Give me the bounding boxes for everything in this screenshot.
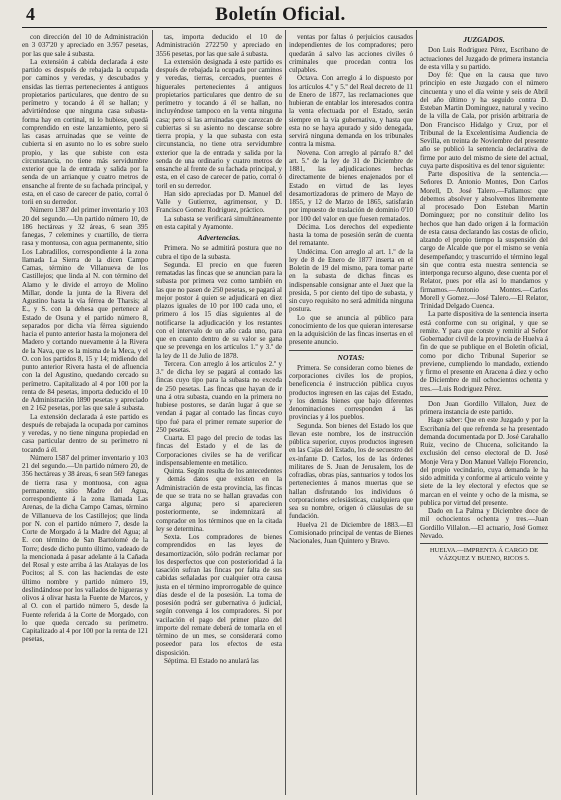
paragraph: Don Juan Gordillo Villalon, Juez de primera instancia de este partido. bbox=[420, 399, 548, 416]
paragraph: Décima. Los derechos del expediente hasta la toma de posesión serán de cuenta del rematante. bbox=[289, 222, 413, 248]
paragraph: Undécima. Con arreglo al art. 1.º de la ley de 8 de Enero de 1877 inserta en el Boletín de 19 del mismo, para tomar parte en la subasta de dichas fincas es indispensable consignar ante el Juez que la presida, 5 por ciento del tipo de subasta, y sin cuyo requisito no será admitida ninguna postura. bbox=[289, 247, 413, 314]
paragraph: Primera. Se consideran como bienes de corporaciones civiles los de propios, beneficencia é instrucción pública cuyos productos ingresen en las cajas del Estado, y los demás bienes que bajo diferentes denominaciones corresponden á las provincias y á los pueblos. bbox=[289, 363, 413, 422]
printer-colophon: HUELVA.—IMPRENTA Á CARGO DE VÁZQUEZ Y BUENO, RICOS 5. bbox=[429, 547, 539, 563]
paragraph: Hago saber: Que en este Juzgado y por la Escribanía del que refrenda se ha presentado demanda documentada por D. José Carahallo Ruiz, vecino de Chucena, solicitando la exclusión del censo electoral de D. José Monje Vera y Don Manuel Vallejo Florencio, del propio vecindario, cuya demanda le ha sido admitida y conforme al artículo veinte y siete de la ley electoral y efectos que se marcan en el veinte y ocho de la misma, se publica por virtud del presente. bbox=[420, 416, 548, 507]
paragraph: Quinta. Según resulta de los antecedentes y demás datos que existen en la Administración de esta provincia, las fincas de que se trata no se hallan gravadas con carga alguna; pero si aparecieren posteriormente, se indemnizará al comprador en los términos que en la citada ley se determina. bbox=[156, 467, 282, 533]
paragraph: Primera. No se admitirá postura que no cubra el tipo de la subasta. bbox=[156, 244, 282, 261]
paragraph: La subasta se verificará simultáneamente en esta capital y Ayamonte. bbox=[156, 214, 282, 231]
paragraph: Segunda. El precio en que fueren rematadas las fincas que se anuncian para la subasta por primera vez como también en las que no pasen de 250 pesetas, se pagará al mejor postor á quien se adjudicará en diez plazos iguales de 10 por 100 cada uno, el primero á los 15 días siguientes al de notificarse la adjudicación y los restantes con el intervalo de un año cada uno, para que en cuanto dentro de su valor se gana que se prevenga en los artículos 1.º y 3.º de la ley de 11 de Julio de 1878. bbox=[156, 260, 282, 360]
page-header bbox=[0, 0, 561, 30]
paragraph: Séptima. El Estado no anulará las bbox=[164, 656, 259, 665]
section-rule bbox=[420, 396, 548, 397]
paragraph: Segunda. Son bienes del Estado los que llevan este nombre, los de instrucción pública superior, cuyos productos ingresen en las Cajas del Estado, los de secuestro del ex-infante D. Carlos, los de las órdenes militares de S. Juan de Jerusalem, los de cofradías, obras pías, santuarios y todos los pertenecientes á manos muertas que se hallan disfrutando los individuos ó corporaciones eclesiásticas, cualquiera que sea su nombre, origen ó cláusulas de su fundación. bbox=[289, 421, 413, 521]
paragraph: Doy fé: Que en la causa que tuvo principio en este Juzgado con el número cincuenta y uno el día veinte y seis de Abril del año último y ha seguido contra D. Esteban Martin Dominguez, natural y vecino de la villa de Cala, por prisión arbitraria de Don Francisco Hidalgo y Cruz, por el Tribunal de la Excelentísima Audiencia de Sevilla, en treinta de Noviembre del presente año se publicó la sentencia declarativa de firme por auto del mismo de siete del actual, cuya parte dispositiva es del tenor siguiente: bbox=[420, 71, 548, 170]
paragraph: La parte dispositiva de la sentencia inserta está conforme con su original, y que se remite. Y para que conste y remitir al Señor Gobernador civil de la provincia de Huelva á fin de que se publique en el Boletín oficial, como por dicho Tribunal Superior se previene, cumpliendo lo mandado, extiendo y firmo el presente en Aracena á diez y ocho de Diciembre de mil ochocientos ochenta y tres.—Luis Rodriguez Pérez. bbox=[420, 310, 548, 393]
section-rule bbox=[289, 350, 413, 351]
paragraph: Tercera. Con arreglo á los artículos 2.º y 3.º de dicha ley se pagará al contado las fincas cuyo tipo para la subasta no exceda de 250 pesetas. Las fincas que hayan de ir una á otra subasta, cuando en la primera no hubiese postores, se darán lugar á que se vendan á pagar al contado las fincas cuyo tipo fué para el primer remate superior de 250 pesetas. bbox=[156, 359, 282, 434]
column-2 bbox=[156, 33, 282, 793]
column-4 bbox=[420, 33, 548, 793]
paragraph: ventas por faltas ó perjuicios causados independientes de los compradores; pero quedarán á salvo las acciones civiles ó criminales que procedan contra los culpables. bbox=[289, 33, 413, 74]
paragraph: Lo que se anuncia al público para conocimiento de los que quieran interesarse en la adquisición de las fincas insertas en el presente anuncio. bbox=[289, 313, 413, 347]
paragraph: Número 1587 del primer inventario y 103 21 del segundo.—Un partido número 20, de 356 hectáreas y 38 áreas, 6 sean 569 fanegas de tierra rasa y montuosa, con agua permanente, sitio Madre del Agua, correspondiente á la zona llamada Las Arenas, de la dicha Campo Camas, término de Villanueva de los Castillejos; que linda por N. con el partido número 7, desde la Corte de Morgado á la Madre del Agua; al E. con término de San Bartolomé de la Torre; desde dicho punto último, vadeado de la mencionada á pasar adelante á la Cañada del Rosal y este arriba á las Atalayas de los Pocitos; al S. con las haciendas de este último nombre y partido número 19, deslindándose por los vallados de higueras y olivos á olivar hasta la Fuente de Marcos, y al O. con el partido número 5, desde la Fuente referida á la Corte de Morgado, con lo que queda cercado su perímetro. Capitalizado al 4 por 100 por la renta de 121 pesetas, bbox=[22, 453, 148, 644]
paragraph: La extensión á cabida declarada á este partido es después de rebajada la ocupada por caminos y veredas, y descubados y ensidas las tierras pertenecientes á antiguos propietarios particulares, que dentro de su perímetro y tocando á él se hallan; y advirtiéndose que ninguna casa subasta-forma hay en cortinal, ni lo hubiese, quedá comprendido en este lanzamiento, pero si las casas arruinadas que se veinte de cubierta si en asunto no lo es sobre suelo propio, y las que subiste con esta circunstancia, no tiene más servidumbre exterior que la de entrada y salida por la senda de un arrianque y cuatro metros de ensanche al frente de su fachada principal, y esta, en el caso de carecer de patio, corral ó torii en su derredor. bbox=[22, 57, 148, 206]
paragraph: Don Luis Rodriguez Pérez, Escribano de actuaciones del Juzgado de primera instancia de esta villa y su partido. bbox=[420, 46, 548, 71]
section-heading-juzgados: JUZGADOS. bbox=[463, 35, 505, 44]
newspaper-title: Boletín Oficial. bbox=[215, 4, 346, 25]
paragraph: Sexta. Los compradores de bienes comprendidos en las leyes de desamortización, sólo podrán reclamar por los desperfectos que con posterioridad á la tasación sufran las fincas por falta de sus cabidas señaladas por cualquier otra causa justa en el término improrrogable de quince días desde el de la posesión. La toma de posesión podrá ser gubernativa ó judicial, según convenga á los compradores. Si por vacilación el pago del primer plazo del importe del remate deberá de tomarla en el término de un mes, se considerará como poseedor para los efectos de esta disposición. bbox=[156, 533, 282, 657]
column-divider bbox=[285, 30, 286, 795]
paragraph: Han sido apreciadas por D. Manuel del Valle y Gutierrez, agrimensor, y D. Francisco Gomez Rodriguez, práctico. bbox=[156, 189, 282, 215]
paragraph: Número 1387 del primer inventario y 103 20 del segundo.—Un partido número 10, de 186 hectáreas y 32 áreas, 6 sean 395 fanegas, 7 celemines y cuartillo, de tierra rasa y montuosa, con agua permanente, sitio Los Labradillos, correspondiente á la zona llamada La Sierra de la dicen Campo Camas, término de Villanueva de los Castillejos; que linda al N. con término del Alamo y le divide el arroyo de Molino Millar, donde la junta de la Rivera del Agustino hasta la vía férrea de Tharsis; al E., y S. con la dehesa que pertenece al Estado de Osuna y el partido número 8, separados por dicha vía férrea siguiendo hacia el punto anterior hasta la mojonera del Madero y cortando nuevamente á la Rivera de la Nava, que es la misma de la Meca, y el O. con los partidos 8, 15 y 14; midiendo del punto anterior Rivera hasta el de afluencia con la del Agustino, quedando cercado su perímetro. Capitalizado al 4 por 100 por la renta de 84 pesetas, importa deducido el 10 de Administración 1890 pesetas y apreciado en 2 162 pesetas, por las que sale á subasta. bbox=[22, 206, 148, 413]
section-heading-notas: NOTAS: bbox=[337, 352, 365, 362]
paragraph: Cuarta. El pago del precio de todas las fincas del Estado y el de las de Corporaciones civiles se ha de verificar indispensablemente en metálico. bbox=[156, 434, 282, 467]
section-rule bbox=[420, 543, 548, 544]
column-divider bbox=[416, 30, 417, 795]
paragraph: Octava. Con arreglo á lo dispuesto por los artículos 4.º y 5.º del Real decreto de 11 de Enero de 1877, las reclamaciones que hubieran de entablar los interesados contra la venta efectuada por el Estado, serán siempre en la vía gubernativa, y hasta que esta no se haya apurado y sido denegada, servirá ninguna demanda en los tribunales contra la misma. bbox=[289, 74, 413, 149]
page-number: 4 bbox=[26, 4, 35, 24]
column-1 bbox=[22, 33, 148, 793]
paragraph: La extensión designada á este partido es después de rebajada la ocupada por caminos y veredas, tierras, cercados, puentes é higuerales pertenecientes á antiguos propietarios particulares que dentro de su perímetro y tocando á él se hallan, no incluyéndose tampoco en la venta ninguna casa; pero si las arruinadas que carezcan de cubiertas si su asiento no descanse sobre tierra propia, y la que subasta con esta circunstancia, no tiene otra servidumbre exterior que la de entrada y salida por la senda de una ordinario y cuatro metros de ensanche al frente de su fachada principal, y esta, en el caso de carecer de patio, corral ó toril en su derredor. bbox=[156, 57, 282, 190]
paragraph: Dado en La Palma y Diciembre doce de mil ochocientos ochenta y tres.—Juan Gordillo Villalon.—El actuario, José Gomez Nevado. bbox=[420, 507, 548, 540]
paragraph: con dirección del 10 de Administración en 3 037'20 y apreciado en 3.957 pesetas, por las que sale á subasta. bbox=[22, 33, 148, 58]
paragraph: Novena. Con arreglo al párrafo 8.º del art. 5.º de la ley de 31 de Diciembre de 1881, las adjudicaciones hechas directamente de bienes enajenados por el Estado en virtud de las leyes desamortizadoras de primero de Mayo de 1855, y 12 de Marzo de 1865, satisfarán por impuesto de traslación de dominio 0'10 por 100 del valor en que fuesen rematados. bbox=[289, 148, 413, 223]
column-divider bbox=[152, 30, 153, 795]
paragraph: tas, importa deducido el 10 de Administración 2722'50 y apreciado en 3556 pesetas, por las que sale á subasta. bbox=[156, 33, 282, 58]
paragraph: Huelva 21 de Diciembre de 1883.—El Comisionado principal de ventas de Bienes Nacionales, Juan Quintero y Bravo. bbox=[289, 520, 413, 545]
paragraph: Parte dispositiva de la sentencia.—Señores D. Antonio Montes, Don Carlos Morell, D. José Talero.—Fallamos: que debemos absolver y absolvemos libremente al procesado Don Esteban Martin Dominguez; por no constituir delito los hechos que han dado origen á la formación de esta causa declarando las costas de oficio, alzando el propio tiempo la suspensión del cargo de Alcalde que por el mismo se venía desempeñando; y trascurrido el término legal sin que contra esta nuestra sentencia se interponga recurso alguno, dese cuenta por el Relator, pues por ella así lo mandamos y firmamos.—Antonio Montes.—Carlos Morell y Gomez.—José Talero.—El Relator, Trinidad Delgado Cuenca. bbox=[420, 170, 548, 310]
column-3 bbox=[289, 33, 413, 793]
section-heading-advertencias: Advertencias. bbox=[197, 233, 241, 242]
paragraph: La extensión declarada á este partido es después de rebajada la ocupada por caminos y veredas, y no tiene ninguna propiedad en casa particular dentro de su perímetro ni tocando á él. bbox=[22, 412, 148, 454]
header-rule bbox=[22, 27, 547, 28]
